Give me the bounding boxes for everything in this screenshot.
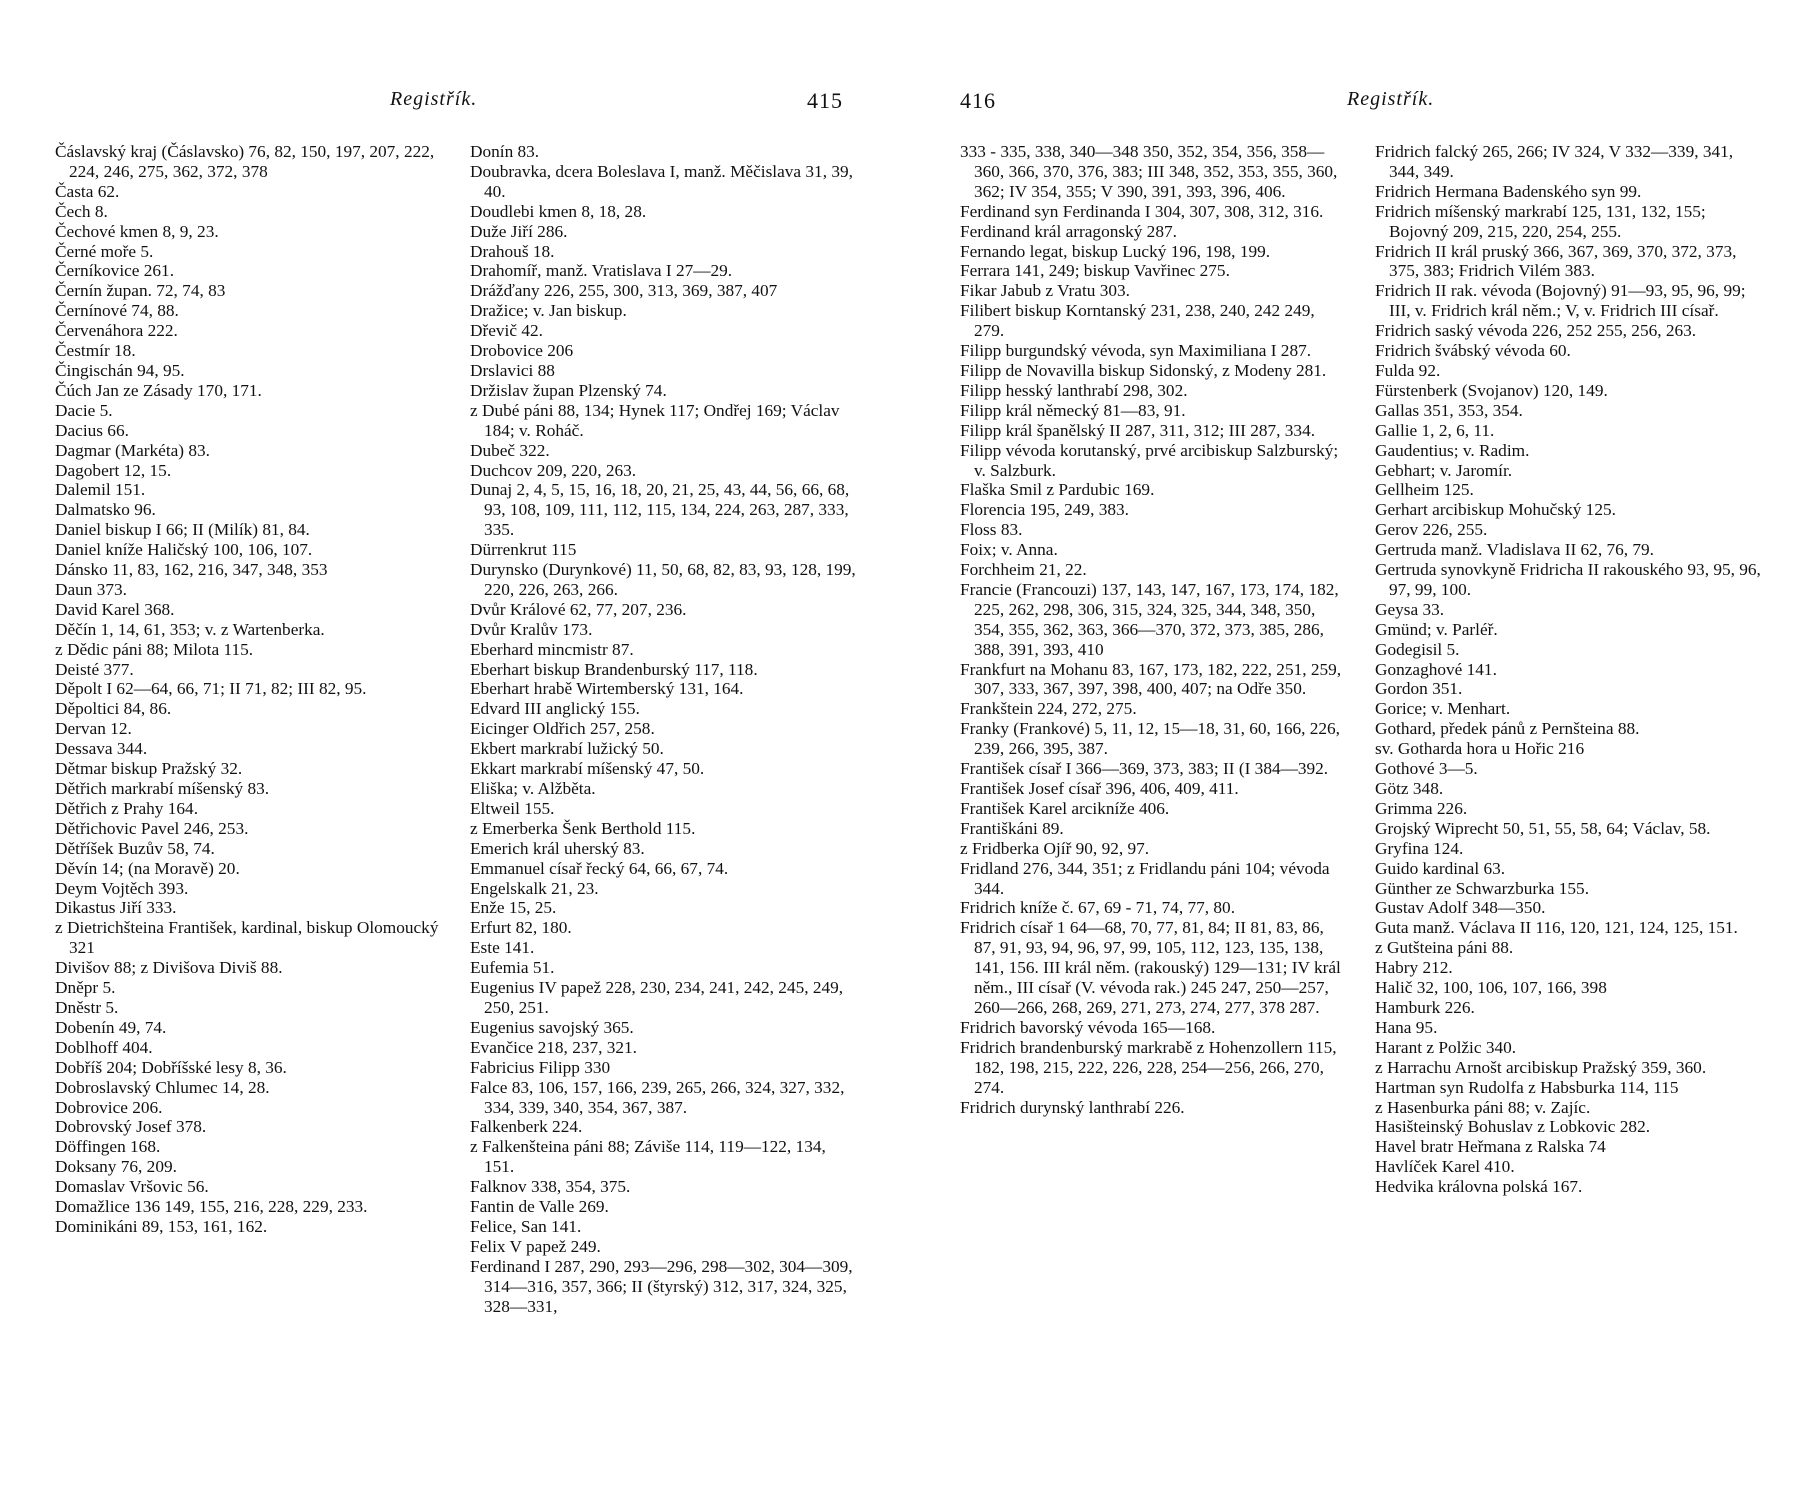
index-entry: Eufemia 51. <box>470 958 555 978</box>
index-entry: František Karel arcikníže 406. <box>960 798 1170 818</box>
index-entry: Dněpr 5. <box>55 978 116 998</box>
index-entry: Halič 32, 100, 106, 107, 166, 398 <box>1375 978 1607 998</box>
index-entry: Harant z Polžic 340. <box>1375 1037 1517 1057</box>
index-entry: Erfurt 82, 180. <box>470 918 572 938</box>
index-entry: Daun 373. <box>55 579 127 599</box>
index-entry: Filipp de Novavilla biskup Sidonský, z Modeny 281. <box>960 360 1327 380</box>
index-entry: Fridland 276, 344, 351; z Fridlandu páni 104; vévoda 344. <box>960 858 1330 898</box>
index-entry: Engelskalk 21, 23. <box>470 878 599 898</box>
index-entry: z Dietrichšteina František, kardinal, biskup Olomoucký 321 <box>55 918 439 958</box>
index-entry: Grojský Wiprecht 50, 51, 55, 58, 64; Václav, 58. <box>1375 818 1711 838</box>
index-entry: z Harrachu Arnošt arcibiskup Pražský 359, 360. <box>1375 1057 1707 1077</box>
index-entry: Drslavici 88 <box>470 360 555 380</box>
index-entry: Fridrich II král pruský 366, 367, 369, 370, 372, 373, 375, 383; Fridrich Vilém 383. <box>1375 241 1737 281</box>
index-entry: Dominikáni 89, 153, 161, 162. <box>55 1216 268 1236</box>
index-entry: Dvůr Kralův 173. <box>470 619 593 639</box>
index-entry: Fridrich kníže č. 67, 69 - 71, 74, 77, 80. <box>960 898 1236 918</box>
index-entry: z Gutšteina páni 88. <box>1375 938 1514 958</box>
index-entry: Habry 212. <box>1375 958 1453 978</box>
index-entry: Divišov 88; z Divišova Diviš 88. <box>55 958 283 978</box>
index-entry: Ekbert markrabí lužický 50. <box>470 739 664 759</box>
index-entry: Fridrich Hermana Badenského syn 99. <box>1375 181 1642 201</box>
index-entry: Fantin de Valle 269. <box>470 1197 609 1217</box>
index-entry: Gerov 226, 255. <box>1375 520 1488 540</box>
index-entry: Fabricius Filipp 330 <box>470 1057 611 1077</box>
index-entry: Dacie 5. <box>55 400 113 420</box>
index-entry: Fridrich brandenburský markrabě z Hohenzollern 115, 182, 198, 215, 222, 226, 228, 254—256, 266, 270, 274. <box>960 1037 1337 1097</box>
index-entry: Francie (Francouzi) 137, 143, 147, 167, 173, 174, 182, 225, 262, 298, 306, 315, 324, 325, 344, 348, 350, 354, 355, 362, 363, 366—370, 372, 373, 385, 286, 388, 391, 393, 410 <box>960 579 1339 659</box>
index-entry: Havlíček Karel 410. <box>1375 1157 1515 1177</box>
index-entry: 333 - 335, 338, 340—348 350, 352, 354, 356, 358—360, 366, 370, 376, 383; III 348, 352, 353, 355, 360, 362; IV 354, 355; V 390, 391, 393, 396, 406. <box>960 142 1338 201</box>
index-entry: Eliška; v. Alžběta. <box>470 779 596 798</box>
index-entry: Filipp král španělský II 287, 311, 312; III 287, 334. <box>960 420 1316 440</box>
index-entry: Guido kardinal 63. <box>1375 858 1506 878</box>
index-entry: Gonzaghové 141. <box>1375 659 1497 679</box>
index-entry: Dunaj 2, 4, 5, 15, 16, 18, 20, 21, 25, 43, 44, 56, 66, 68, 93, 108, 109, 111, 112, 115, 134, 224, 263, 287, 333, 335. <box>470 480 850 540</box>
index-entry: Frankfurt na Mohanu 83, 167, 173, 182, 222, 251, 259, 307, 333, 367, 397, 398, 400, 407; na Odře 350. <box>960 659 1342 699</box>
index-entry: Fürstenberk (Svojanov) 120, 149. <box>1375 380 1608 400</box>
index-entry: Dalmatsko 96. <box>55 500 156 520</box>
index-entry: Hartman syn Rudolfa z Habsburka 114, 115 <box>1375 1077 1679 1097</box>
index-entry: Gellheim 125. <box>1375 480 1474 500</box>
index-entry: Dětříšek Buzův 58, 74. <box>55 838 215 858</box>
index-entry: Daniel kníže Haličský 100, 106, 107. <box>55 540 313 560</box>
index-entry: Filipp hesský lanthrabí 298, 302. <box>960 380 1188 400</box>
index-entry: Guta manž. Václava II 116, 120, 121, 124, 125, 151. <box>1375 918 1738 938</box>
index-entry: Eicinger Oldřich 257, 258. <box>470 719 655 739</box>
index-entry: Hana 95. <box>1375 1017 1438 1037</box>
index-entry: Dobrovice 206. <box>55 1097 163 1117</box>
index-entry: Götz 348. <box>1375 779 1444 798</box>
index-entry: Deisté 377. <box>55 659 134 679</box>
index-entry: Fridrich saský vévoda 226, 252 255, 256, 263. <box>1375 321 1697 341</box>
index-entry: Červenáhora 222. <box>55 321 178 341</box>
index-entry: Franky (Frankové) 5, 11, 12, 15—18, 31, 60, 166, 226, 239, 266, 395, 387. <box>960 719 1340 759</box>
index-entry: Duchcov 209, 220, 263. <box>470 460 637 480</box>
index-entry: Dětřich markrabí míšenský 83. <box>55 779 270 798</box>
index-entry: Ferdinand syn Ferdinanda I 304, 307, 308, 312, 316. <box>960 201 1324 221</box>
index-entry: Fridrich durynský lanthrabí 226. <box>960 1097 1185 1117</box>
index-entry: Evančice 218, 237, 321. <box>470 1037 638 1057</box>
index-entry: Falce 83, 106, 157, 166, 239, 265, 266, 324, 327, 332, 334, 339, 340, 354, 367, 387. <box>470 1077 845 1117</box>
index-entry: Eberhart hrabě Wirtemberský 131, 164. <box>470 679 744 699</box>
index-entry: z Fridberka Ojíř 90, 92, 97. <box>960 838 1150 858</box>
index-entry: z Dědic páni 88; Milota 115. <box>55 639 254 659</box>
index-entry: Časta 62. <box>55 181 120 201</box>
index-entry: Dagobert 12, 15. <box>55 460 172 480</box>
index-entry: Deym Vojtěch 393. <box>55 878 189 898</box>
index-entry: Gmünd; v. Parléř. <box>1375 619 1498 639</box>
index-entry: Felice, San 141. <box>470 1216 582 1236</box>
index-entry: Ferdinand král arragonský 287. <box>960 221 1177 241</box>
index-entry: Havel bratr Heřmana z Ralska 74 <box>1375 1137 1606 1157</box>
index-entry: Eugenius IV papež 228, 230, 234, 241, 242, 245, 249, 250, 251. <box>470 978 844 1017</box>
index-entry: Černíkovice 261. <box>55 261 175 281</box>
index-entry: Drážďany 226, 255, 300, 313, 369, 387, 407 <box>470 281 778 301</box>
index-entry: Gallas 351, 353, 354. <box>1375 400 1523 420</box>
index-column <box>470 142 856 1472</box>
index-entry: Čúch Jan ze Zásady 170, 171. <box>55 380 262 400</box>
index-entry: Emmanuel císař řecký 64, 66, 67, 74. <box>470 858 729 878</box>
index-entry: Fridrich II rak. vévoda (Bojovný) 91—93, 95, 96, 99; III, v. Fridrich král něm.; V, v. Fridrich III císař. <box>1375 281 1746 321</box>
page-number: 415 <box>807 88 843 113</box>
index-entry: Günther ze Schwarzburka 155. <box>1375 878 1590 898</box>
page-416 <box>960 0 1761 1500</box>
index-entry: Gebhart; v. Jaromír. <box>1375 460 1513 480</box>
index-entry: Hedvika královna polská 167. <box>1375 1177 1583 1197</box>
index-entry: Gustav Adolf 348—350. <box>1375 898 1546 918</box>
index-column <box>1375 142 1761 1472</box>
index-entry: Černé moře 5. <box>55 241 154 261</box>
index-entry: Eberhart biskup Brandenburský 117, 118. <box>470 659 758 679</box>
index-entry: Foix; v. Anna. <box>960 540 1058 560</box>
index-entry: Godegisil 5. <box>1375 639 1460 659</box>
index-entry: Dubeč 322. <box>470 440 550 460</box>
index-entry: Felix V papež 249. <box>470 1236 601 1256</box>
index-column <box>960 142 1346 1472</box>
index-entry: Dacius 66. <box>55 420 129 440</box>
index-entry: Dánsko 11, 83, 162, 216, 347, 348, 353 <box>55 560 328 580</box>
index-entry: Floss 83. <box>960 520 1023 540</box>
index-entry: Čech 8. <box>55 201 108 221</box>
index-entry: Františkáni 89. <box>960 818 1064 838</box>
index-entry: Filipp vévoda korutanský, prvé arcibiskup Salzburský; v. Salzburk. <box>960 440 1339 480</box>
index-entry: z Emerberka Šenk Berthold 115. <box>470 818 696 838</box>
index-entry: Dětřich z Prahy 164. <box>55 798 199 818</box>
index-entry: Falknov 338, 354, 375. <box>470 1177 631 1197</box>
index-entry: Dobroslavský Chlumec 14, 28. <box>55 1077 270 1097</box>
index-entry: Forchheim 21, 22. <box>960 560 1087 580</box>
index-entry: Dessava 344. <box>55 739 148 759</box>
index-entry: Frankštein 224, 272, 275. <box>960 699 1137 719</box>
index-entry: Grimma 226. <box>1375 798 1468 818</box>
index-entry: Dněstr 5. <box>55 997 119 1017</box>
index-entry: Geysa 33. <box>1375 599 1445 619</box>
index-entry: Daniel biskup I 66; II (Milík) 81, 84. <box>55 520 310 540</box>
index-entry: Domaslav Vršovic 56. <box>55 1177 209 1197</box>
index-entry: Gertruda synovkyně Fridricha II rakouského 93, 95, 96, 97, 99, 100. <box>1375 560 1761 599</box>
index-entry: Domažlice 136 149, 155, 216, 228, 229, 233. <box>55 1197 368 1217</box>
index-entry: Dřevič 42. <box>470 321 543 341</box>
index-entry: Fridrich císař 1 64—68, 70, 77, 81, 84; II 81, 83, 86, 87, 91, 93, 94, 96, 97, 99, 105, 112, 123, 135, 138, 141, 156. III král něm. (rakouský) 129—131; IV král něm., III císař (V. vévoda rak.) 245 247, 250—257, 260—266, 268, 269, 271, 273, 274, 277, 378 287. <box>960 918 1341 1017</box>
index-entry: z Falkenšteina páni 88; Záviše 114, 119—122, 134, 151. <box>470 1137 826 1177</box>
index-entry: Filibert biskup Korntanský 231, 238, 240, 242 249, 279. <box>960 301 1315 341</box>
index-entry: Dobrovský Josef 378. <box>55 1117 207 1137</box>
running-title: Registřík. <box>1347 88 1435 110</box>
index-entry: z Hasenburka páni 88; v. Zajíc. <box>1375 1097 1591 1117</box>
index-entry: Dobenín 49, 74. <box>55 1017 167 1037</box>
index-entry: Děpoltici 84, 86. <box>55 699 172 719</box>
index-entry: Gothard, předek pánů z Pernšteina 88. <box>1375 719 1640 739</box>
index-entry: František Josef císař 396, 406, 409, 411. <box>960 779 1239 798</box>
index-entry: Čáslavský kraj (Čáslavsko) 76, 82, 150, 197, 207, 222, 224, 246, 275, 362, 372, 378 <box>55 142 435 181</box>
index-entry: Fridrich bavorský vévoda 165—168. <box>960 1017 1216 1037</box>
index-entry: Gordon 351. <box>1375 679 1463 699</box>
index-entry: Fulda 92. <box>1375 360 1441 380</box>
index-entry: Dalemil 151. <box>55 480 146 500</box>
index-entry: Filipp burgundský vévoda, syn Maximiliana I 287. <box>960 341 1312 361</box>
index-entry: Gallie 1, 2, 6, 11. <box>1375 420 1495 440</box>
index-entry: Doblhoff 404. <box>55 1037 153 1057</box>
page-header <box>55 88 850 114</box>
index-entry: Děvín 14; (na Moravě) 20. <box>55 858 240 878</box>
index-entry: z Dubé páni 88, 134; Hynek 117; Ondřej 169; Václav 184; v. Roháč. <box>470 400 840 440</box>
index-entry: Čestmír 18. <box>55 341 136 361</box>
index-entry: Gorice; v. Menhart. <box>1375 699 1511 719</box>
index-entry: Čingischán 94, 95. <box>55 360 185 380</box>
index-entry: Držislav župan Plzenský 74. <box>470 380 667 400</box>
index-entry: Dětmar biskup Pražský 32. <box>55 759 243 779</box>
index-entry: Filipp král německý 81—83, 91. <box>960 400 1186 420</box>
index-entry: Černín župan. 72, 74, 83 <box>55 281 226 301</box>
index-entry: František císař I 366—369, 373, 383; II (I 384—392. <box>960 759 1329 779</box>
index-entry: Durynsko (Durynkové) 11, 50, 68, 82, 83, 93, 128, 199, 220, 226, 263, 266. <box>470 560 856 599</box>
index-entry: Enže 15, 25. <box>470 898 557 918</box>
index-entry: Edvard III anglický 155. <box>470 699 640 719</box>
index-entry: Hasišteinský Bohuslav z Lobkovic 282. <box>1375 1117 1651 1137</box>
index-entry: Florencia 195, 249, 383. <box>960 500 1129 520</box>
index-entry: Fridrich falcký 265, 266; IV 324, V 332—339, 341, 344, 349. <box>1375 142 1734 181</box>
index-entry: Gerhart arcibiskup Mohučský 125. <box>1375 500 1616 520</box>
index-entry: Gryfina 124. <box>1375 838 1464 858</box>
index-entry: Doubravka, dcera Boleslava I, manž. Měčislava 31, 39, 40. <box>470 161 853 201</box>
index-entry: Ferrara 141, 249; biskup Vavřinec 275. <box>960 261 1230 281</box>
index-entry: Döffingen 168. <box>55 1137 161 1157</box>
page-header <box>960 88 1755 114</box>
index-entry: Dikastus Jiří 333. <box>55 898 177 918</box>
index-column <box>55 142 441 1472</box>
index-entry: Děčín 1, 14, 61, 353; v. z Wartenberka. <box>55 619 325 639</box>
index-entry: Gothové 3—5. <box>1375 759 1478 779</box>
index-entry: Drahouš 18. <box>470 241 555 261</box>
index-entry: Este 141. <box>470 938 535 958</box>
index-entry: Dětřichovic Pavel 246, 253. <box>55 818 249 838</box>
index-entry: Doksany 76, 209. <box>55 1157 177 1177</box>
index-entry: Flaška Smil z Pardubic 169. <box>960 480 1155 500</box>
index-entry: Eugenius savojský 365. <box>470 1017 634 1037</box>
index-entry: Drobovice 206 <box>470 341 574 361</box>
running-title: Registřík. <box>390 88 478 110</box>
index-entry: Eberhard mincmistr 87. <box>470 639 634 659</box>
index-entry: Ferdinand I 287, 290, 293—296, 298—302, 304—309, 314—316, 357, 366; II (štyrský) 312, 317, 324, 325, 328—331, <box>470 1256 853 1316</box>
index-entry: Doudlebi kmen 8, 18, 28. <box>470 201 647 221</box>
index-entry: Drahomíř, manž. Vratislava I 27—29. <box>470 261 733 281</box>
index-entry: David Karel 368. <box>55 599 175 619</box>
index-entry: sv. Gotharda hora u Hořic 216 <box>1375 739 1585 759</box>
index-entry: Dražice; v. Jan biskup. <box>470 301 627 321</box>
index-entry: Dürrenkrut 115 <box>470 540 577 560</box>
index-entry: Gaudentius; v. Radim. <box>1375 440 1530 460</box>
index-entry: Fikar Jabub z Vratu 303. <box>960 281 1130 301</box>
index-entry: Černínové 74, 88. <box>55 301 179 321</box>
index-entry: Fernando legat, biskup Lucký 196, 198, 199. <box>960 241 1271 261</box>
page-number: 416 <box>960 88 996 113</box>
index-entry: Duže Jiří 286. <box>470 221 568 241</box>
index-entry: Čechové kmen 8, 9, 23. <box>55 221 219 241</box>
index-entry: Gertruda manž. Vladislava II 62, 76, 79. <box>1375 540 1654 560</box>
index-entry: Emerich král uherský 83. <box>470 838 645 858</box>
page-415 <box>55 0 856 1500</box>
index-entry: Donín 83. <box>470 142 540 161</box>
index-entry: Falkenberk 224. <box>470 1117 583 1137</box>
index-entry: Eltweil 155. <box>470 798 555 818</box>
index-entry: Hamburk 226. <box>1375 997 1475 1017</box>
index-entry: Dervan 12. <box>55 719 132 739</box>
index-entry: Fridrich míšenský markrabí 125, 131, 132, 155; Bojovný 209, 215, 220, 254, 255. <box>1375 201 1706 241</box>
index-entry: Dobříš 204; Dobříšské lesy 8, 36. <box>55 1057 287 1077</box>
index-entry: Ekkart markrabí míšenský 47, 50. <box>470 759 705 779</box>
index-entry: Dvůr Králové 62, 77, 207, 236. <box>470 599 687 619</box>
index-entry: Děpolt I 62—64, 66, 71; II 71, 82; III 82, 95. <box>55 679 367 699</box>
index-entry: Dagmar (Markéta) 83. <box>55 440 210 460</box>
index-entry: Fridrich švábský vévoda 60. <box>1375 341 1571 361</box>
